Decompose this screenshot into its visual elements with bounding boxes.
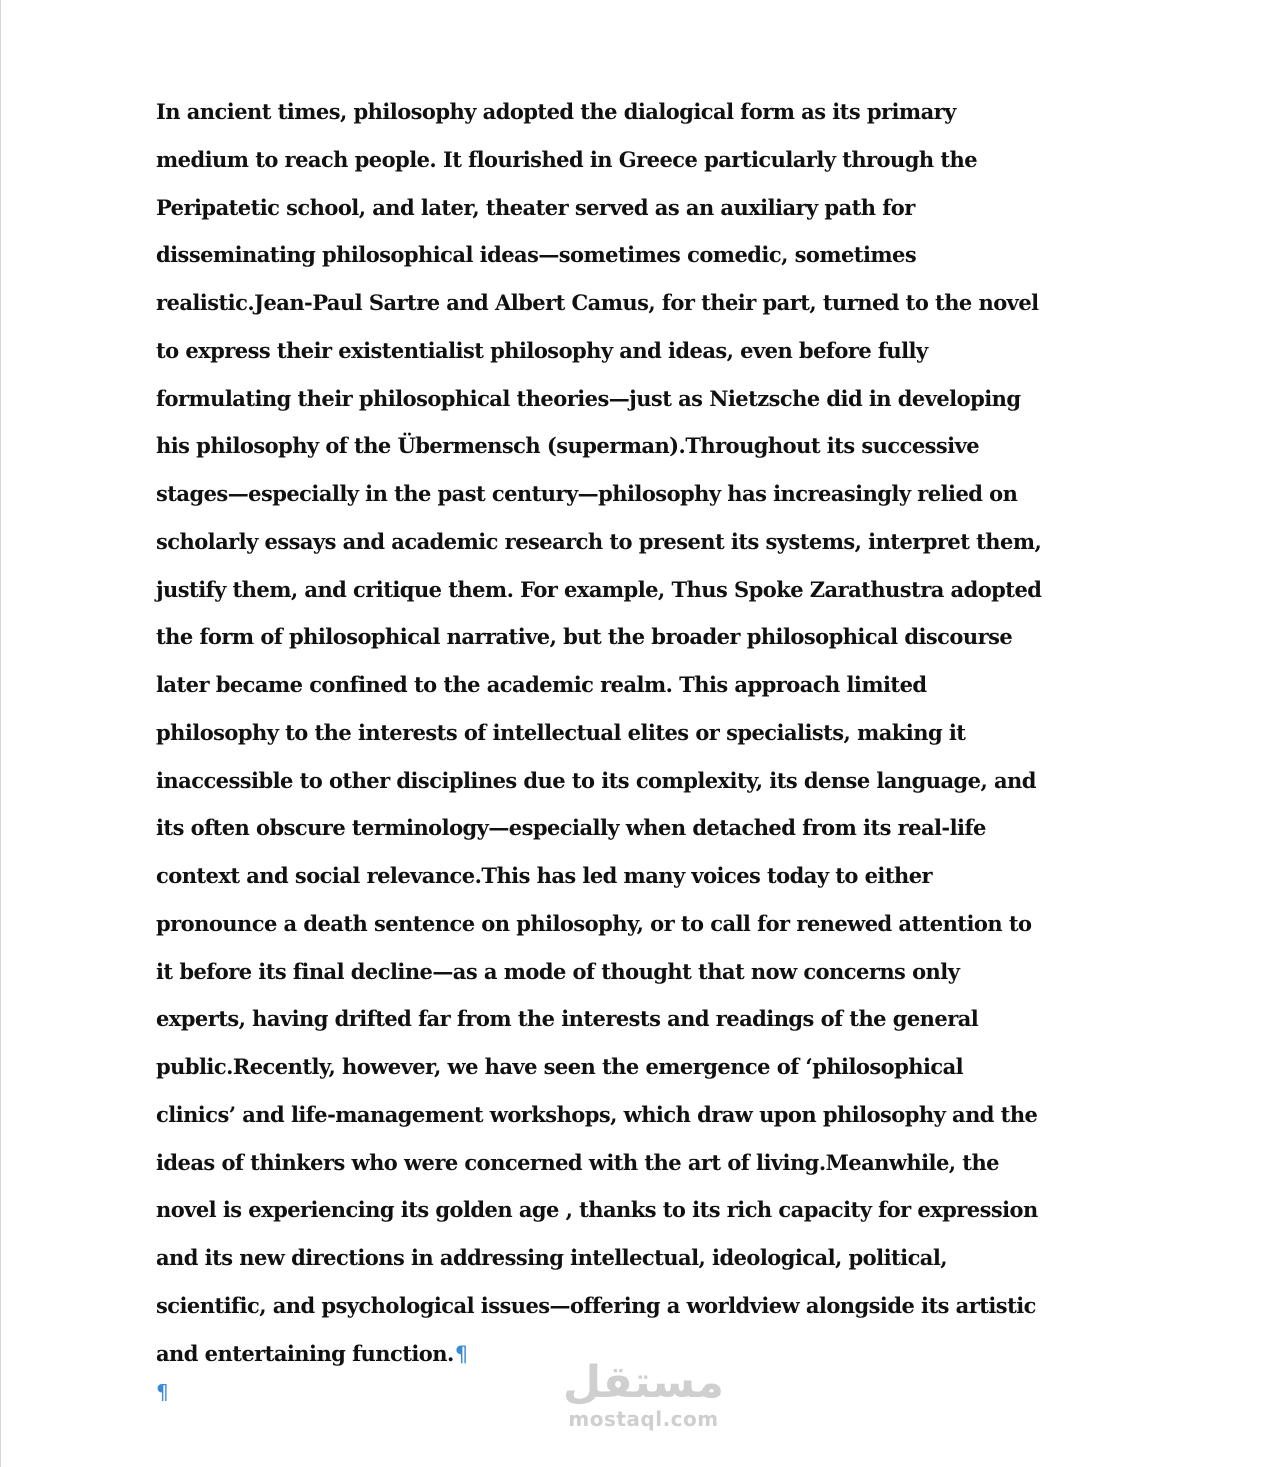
text-line: experts, having drifted far from the interests and readings of the general [156,1006,979,1032]
watermark-latin: mostaql.com [568,1407,719,1431]
text-line: scientific, and psychological issues—offering a worldview alongside its artistic [156,1292,1036,1318]
text-line: formulating their philosophical theories—just as Nietzsche did in developing [156,385,1021,411]
text-line: to express their existentialist philosophy and ideas, even before fully [156,337,928,363]
text-line: Peripatetic school, and later, theater served as an auxiliary path for [156,194,915,220]
text-line: medium to reach people. It flourished in Greece particularly through the [156,146,978,172]
text-line: and its new directions in addressing intellectual, ideological, political, [156,1245,948,1270]
watermark-arabic: مستقل [563,1357,724,1408]
text-line: novel is experiencing its golden age , thanks to its rich capacity for expression [156,1197,1038,1223]
last-text-line [156,1330,1156,1378]
text-line: inaccessible to other disciplines due to its complexity, its dense language, and [156,767,1036,793]
text-line: the form of philosophical narrative, but the broader philosophical discourse [156,624,1013,650]
text-line: ideas of thinkers who were concerned with the art of living.Meanwhile, the [156,1149,999,1175]
text-line: later became confined to the academic realm. This approach limited [156,672,927,697]
text-line: justify them, and critique them. For example, Thus Spoke Zarathustra adopted [156,576,1042,602]
text-line: pronounce a death sentence on philosophy, or to call for renewed attention to [156,910,1032,936]
text-line-content: and entertaining function. [156,1340,454,1366]
text-line: stages—especially in the past century—philosophy has increasingly relied on [156,481,1018,506]
paragraph-mark-icon: ¶ [454,1341,468,1366]
text-line: clinics’ and life-management workshops, which draw upon philosophy and the [156,1101,1038,1127]
text-line: scholarly essays and academic research to present its systems, interpret them, [156,528,1042,554]
text-line: disseminating philosophical ideas—sometimes comedic, sometimes [156,242,917,268]
text-line: philosophy to the interests of intellectual elites or specialists, making it [156,719,966,745]
text-line: public.Recently, however, we have seen the emergence of ‘philosophical [156,1054,964,1079]
text-line: it before its final decline—as a mode of thought that now concerns only [156,958,960,984]
empty-paragraph-mark-icon[interactable]: ¶ [156,1380,169,1404]
text-line: his philosophy of the Übermensch (superman).Throughout its successive [156,433,980,459]
text-line: In ancient times, philosophy adopted the dialogical form as its primary [156,99,956,124]
text-line: context and social relevance.This has led many voices today to either [156,863,933,888]
paragraph[interactable] [156,88,1156,1377]
text-line: realistic.Jean-Paul Sartre and Albert Camus, for their part, turned to the novel [156,290,1039,315]
text-line: its often obscure terminology—especially when detached from its real-life [156,815,986,841]
